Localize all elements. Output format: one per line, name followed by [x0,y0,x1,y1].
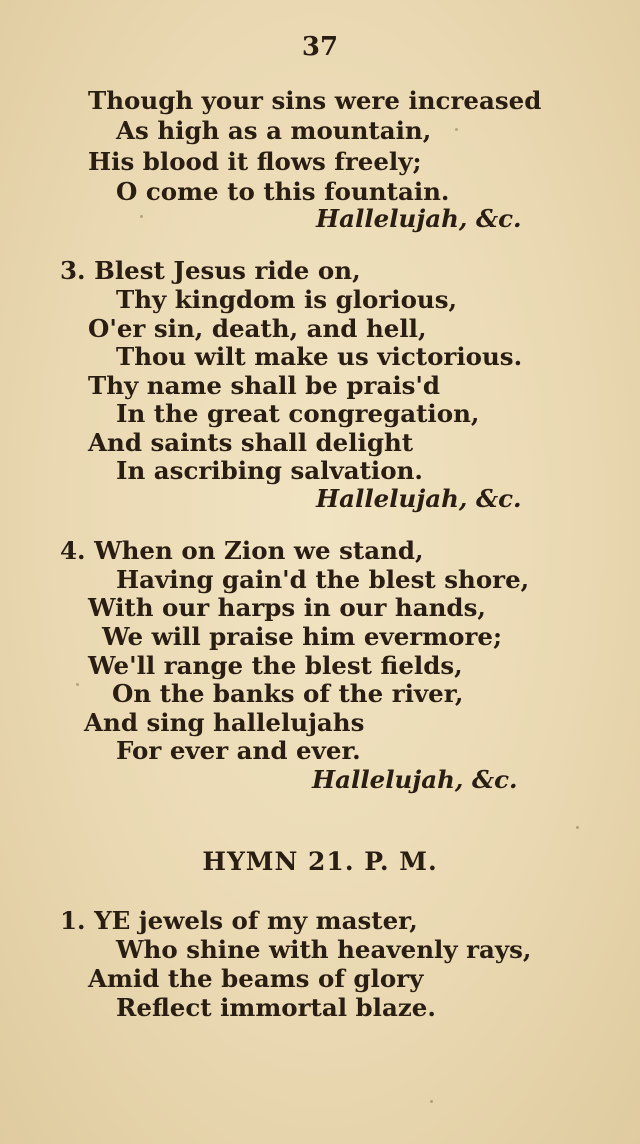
verse-line: We'll range the blest fields, [88,651,463,680]
verse-line: And saints shall delight [88,428,414,457]
page-number: 37 [301,32,339,62]
verse-line: Though your sins were increased [88,86,542,115]
verse-line: O come to this fountain. [116,177,450,206]
verse-line: In ascribing salvation. [116,456,423,485]
verse-line: 1. YE jewels of my master, [60,906,418,935]
verse-line: On the banks of the river, [112,679,464,708]
verse-line: Thy name shall be prais'd [88,371,441,400]
refrain: Hallelujah, &c. [316,484,522,513]
verse-line: His blood it flows freely; [88,147,422,176]
paper-speck [455,128,458,131]
verse-line: With our harps in our hands, [88,593,486,622]
verse-line: Reflect immortal blaze. [116,993,436,1022]
verse-line: Thou wilt make us victorious. [116,342,523,371]
verse-line: O'er sin, death, and hell, [88,314,427,343]
verse-line: Thy kingdom is glorious, [116,285,458,314]
verse-line: As high as a mountain, [116,116,432,145]
paper-speck [576,826,579,829]
verse-line: 4. When on Zion we stand, [60,536,424,565]
paper-speck [430,1100,433,1103]
verse-line: We will praise him evermore; [102,622,503,651]
verse-line: Amid the beams of glory [88,964,424,993]
verse-line: And sing hallelujahs [84,708,365,737]
verse-line: Having gain'd the blest shore, [116,565,530,594]
refrain: Hallelujah, &c. [316,204,522,233]
verse-line: In the great congregation, [116,399,480,428]
paper-speck [76,683,79,686]
paper-speck [140,215,143,218]
verse-line: 3. Blest Jesus ride on, [60,256,361,285]
refrain: Hallelujah, &c. [312,765,518,794]
hymn-heading: HYMN 21. P. M. [202,847,438,876]
verse-line: For ever and ever. [116,736,361,765]
verse-line: Who shine with heavenly rays, [116,935,532,964]
